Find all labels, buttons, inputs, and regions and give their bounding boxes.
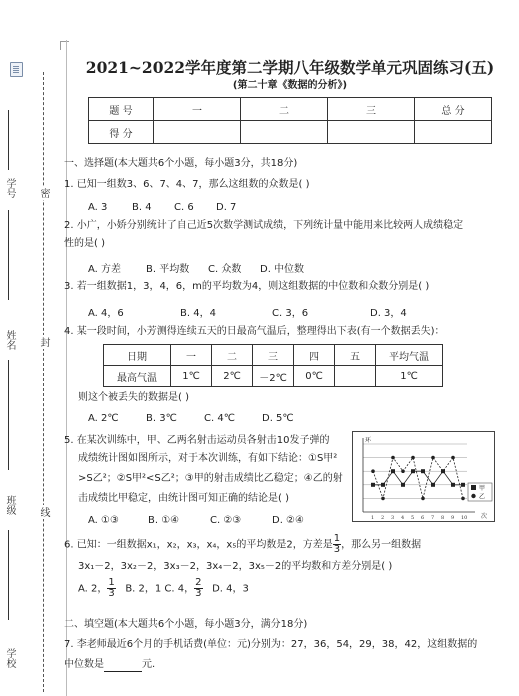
exam-subtitle: (第二十章《数据的分析》) (232, 80, 348, 91)
q3-option-a: A. 4，6 (88, 308, 124, 319)
x-tick-label: 5 (411, 515, 415, 521)
temp-cell: 三 (253, 345, 294, 366)
series-line-jia (373, 471, 463, 485)
binding-label-class: 班级 (4, 495, 15, 515)
temp-missing-cell (335, 366, 376, 387)
data-point-yi (381, 497, 385, 501)
q3-option-b: B. 4，4 (180, 308, 216, 319)
data-point-yi (391, 456, 395, 460)
question-3-stem: 3. 若一组数据1，3，4，6，m的平均数为4，则这组数据的中位数和众数分别是( ) (64, 281, 430, 292)
score-cell: 二 (241, 98, 328, 121)
data-point-yi (371, 469, 375, 473)
q1-option-b: B. 4 (132, 202, 152, 213)
question-5-line4: 击成绩比甲稳定，由统计图可知正确的结论是( ) (78, 493, 289, 504)
temp-cell: 五 (335, 345, 376, 366)
fraction-denominator: 3 (333, 544, 341, 555)
x-tick-label: 2 (381, 515, 385, 521)
data-point-yi (411, 456, 415, 460)
x-tick-label: 10 (461, 515, 468, 521)
score-table-score-row (89, 121, 492, 144)
score-input-cell[interactable] (154, 121, 241, 144)
score-cell: 三 (328, 98, 415, 121)
q4-option-a: A. 2℃ (88, 413, 119, 424)
question-5-line2: 成绩统计图如图所示，对于本次训练，有如下结论：①S甲² (78, 453, 338, 464)
temp-cell: 平均气温 (376, 345, 443, 366)
legend-marker-yi (471, 494, 475, 498)
score-table-header-row (89, 98, 492, 121)
data-point-jia (451, 483, 455, 487)
fraction-numerator: 1 (108, 577, 115, 588)
score-input-cell[interactable] (241, 121, 328, 144)
temp-cell: 1℃ (376, 366, 443, 387)
fraction-denominator: 3 (195, 588, 202, 599)
q5-option-d: D. ②④ (272, 515, 304, 526)
fraction-denominator: 3 (108, 588, 115, 599)
q4-option-b: B. 3℃ (146, 413, 177, 424)
data-point-jia (461, 483, 465, 487)
q2-option-a: A. 方差 (88, 264, 122, 275)
x-tick-label: 4 (401, 515, 405, 521)
score-table (88, 97, 492, 144)
question-4-stem: 4. 某一段时间，小芳测得连续五天的日最高气温后，整理得出下表(有一个数据丢失)： (64, 326, 445, 337)
question-5-line1: 5. 在某次训练中，甲、乙两名射击运动员各射击10发子弹的 (64, 435, 330, 446)
data-point-jia (401, 483, 405, 487)
temperature-table (103, 344, 443, 387)
x-tick-label: 1 (371, 515, 375, 521)
q6-options (78, 578, 249, 599)
q6-option-a: A. 2， (78, 583, 108, 595)
q7-stem-tail: 元. (142, 659, 156, 670)
data-point-jia (421, 469, 425, 473)
binding-underline (8, 210, 9, 300)
binding-underline (8, 110, 9, 170)
question-5-line3: >S乙²；②S甲²<S乙²；③甲的射击成绩比乙稳定；④乙的射 (78, 473, 343, 484)
x-axis-label: 次 (481, 513, 488, 520)
q6-stem-tail: ，那么另一组数据 (341, 539, 422, 551)
binding-label-school: 学校 (4, 648, 15, 668)
q3-option-c: C. 3，6 (272, 308, 309, 319)
legend-marker-jia (471, 485, 476, 490)
variance-fraction (333, 534, 341, 555)
data-point-jia (391, 469, 395, 473)
legend-label-jia: 甲 (479, 485, 486, 492)
x-tick-label: 9 (451, 515, 455, 521)
x-tick-label: 8 (441, 515, 445, 521)
q4-option-c: C. 4℃ (204, 413, 235, 424)
binding-underline (8, 530, 9, 620)
q1-option-a: A. 3 (88, 202, 108, 213)
binding-underline (8, 360, 9, 470)
temp-cell: －2℃ (253, 366, 294, 387)
q6-option-b-c: B. 2，1 C. 4， (125, 583, 195, 595)
data-point-jia (411, 469, 415, 473)
temperature-table-row (104, 366, 443, 387)
exam-title: 2021~2022学年度第二学期八年级数学单元巩固练习(五) (85, 58, 495, 77)
data-point-jia (431, 483, 435, 487)
shooting-score-chart (352, 431, 495, 522)
chart-series (371, 456, 465, 500)
question-7-line1: 7. 李老师最近6个月的手机话费(单位：元)分别为：27，36，54，29，38，42，这组数据的 (64, 639, 478, 650)
seal-mark-xian: 线 (38, 507, 49, 517)
question-2-stem: 2. 小广，小娇分别统计了自己近5次数学测试成绩，下列统计量中能用来比较两人成绩稳定 (64, 220, 464, 231)
data-point-yi (451, 456, 455, 460)
data-point-yi (421, 497, 425, 501)
section-heading: 二、填空题(本大题共6个小题，每小题3分，满分18分) (64, 619, 308, 630)
temp-cell: 0℃ (294, 366, 335, 387)
q6-option-d: D. 4，3 (212, 583, 249, 595)
score-cell: 得 分 (89, 121, 154, 144)
q2-option-c: C. 众数 (208, 264, 242, 275)
chart-canvas (353, 432, 494, 521)
x-tick-label: 6 (421, 515, 425, 521)
data-point-jia (371, 483, 375, 487)
question-1-stem: 1. 已知一组数3、6、7、4、7，那么这组数的众数是( ) (64, 179, 310, 190)
data-point-yi (441, 469, 445, 473)
crop-mark (60, 41, 69, 50)
temp-cell: 1℃ (171, 366, 212, 387)
question-2-stem-cont: 性的是( ) (64, 238, 105, 249)
q3-option-d: D. 3，4 (370, 308, 407, 319)
q7-stem: 中位数是 (64, 659, 104, 670)
data-point-jia (381, 483, 385, 487)
margin-rule (66, 40, 67, 696)
q6-stem: 6. 已知：一组数据x₁，x₂，x₃，x₄，x₅的平均数是2，方差是 (64, 539, 333, 551)
score-cell: 题 号 (89, 98, 154, 121)
data-point-yi (431, 456, 435, 460)
question-4-tail: 则这个被丢失的数据是( ) (78, 392, 189, 403)
score-cell: 总 分 (415, 98, 492, 121)
chart-legend (468, 483, 492, 501)
binding-label-student-no: 学号 (4, 178, 15, 198)
score-cell: 一 (154, 98, 241, 121)
temp-cell: 2℃ (212, 366, 253, 387)
temp-cell: 日期 (104, 345, 171, 366)
data-point-yi (461, 497, 465, 501)
x-tick-label: 3 (391, 515, 395, 521)
temp-cell: 二 (212, 345, 253, 366)
question-6-line1 (64, 534, 421, 555)
q1-option-c: C. 6 (174, 202, 194, 213)
answer-blank[interactable] (104, 661, 142, 672)
section-heading: 一、选择题(本大题共6个小题，每小题3分，共18分) (64, 158, 298, 169)
fraction-numerator: 2 (195, 577, 202, 588)
q6-option-a-fraction (107, 578, 115, 599)
temp-cell: 最高气温 (104, 366, 171, 387)
x-tick-label: 7 (431, 515, 435, 521)
score-input-cell[interactable] (415, 121, 492, 144)
q2-option-d: D. 中位数 (260, 264, 305, 275)
temperature-table-header (104, 345, 443, 366)
seal-mark-feng: 封 (38, 337, 49, 347)
binding-label-name: 姓名 (4, 330, 15, 350)
y-axis-label: 环 (365, 437, 372, 444)
legend-label-yi: 乙 (479, 493, 486, 501)
question-6-line2: 3x₁－2，3x₂－2，3x₃－2，3x₄－2，3x₅－2的平均数和方差分别是( ) (78, 561, 393, 572)
document-icon[interactable] (10, 62, 23, 77)
data-point-yi (401, 469, 405, 473)
q5-option-c: C. ②③ (210, 515, 242, 526)
seal-mark-mi: 密 (38, 188, 49, 198)
q1-option-d: D. 7 (216, 202, 237, 213)
q5-option-a: A. ①③ (88, 515, 119, 526)
q4-option-d: D. 5℃ (262, 413, 294, 424)
score-input-cell[interactable] (328, 121, 415, 144)
q2-option-b: B. 平均数 (146, 264, 190, 275)
temp-cell: 四 (294, 345, 335, 366)
temp-cell: 一 (171, 345, 212, 366)
q6-option-c-fraction (194, 578, 202, 599)
fraction-numerator: 1 (333, 533, 341, 544)
chart-ticks (371, 515, 467, 521)
chart-axes (363, 436, 487, 520)
question-7-line2 (64, 658, 155, 672)
q5-option-b: B. ①④ (148, 515, 180, 526)
seal-dashed-line (43, 72, 44, 692)
series-line-yi (373, 458, 463, 499)
